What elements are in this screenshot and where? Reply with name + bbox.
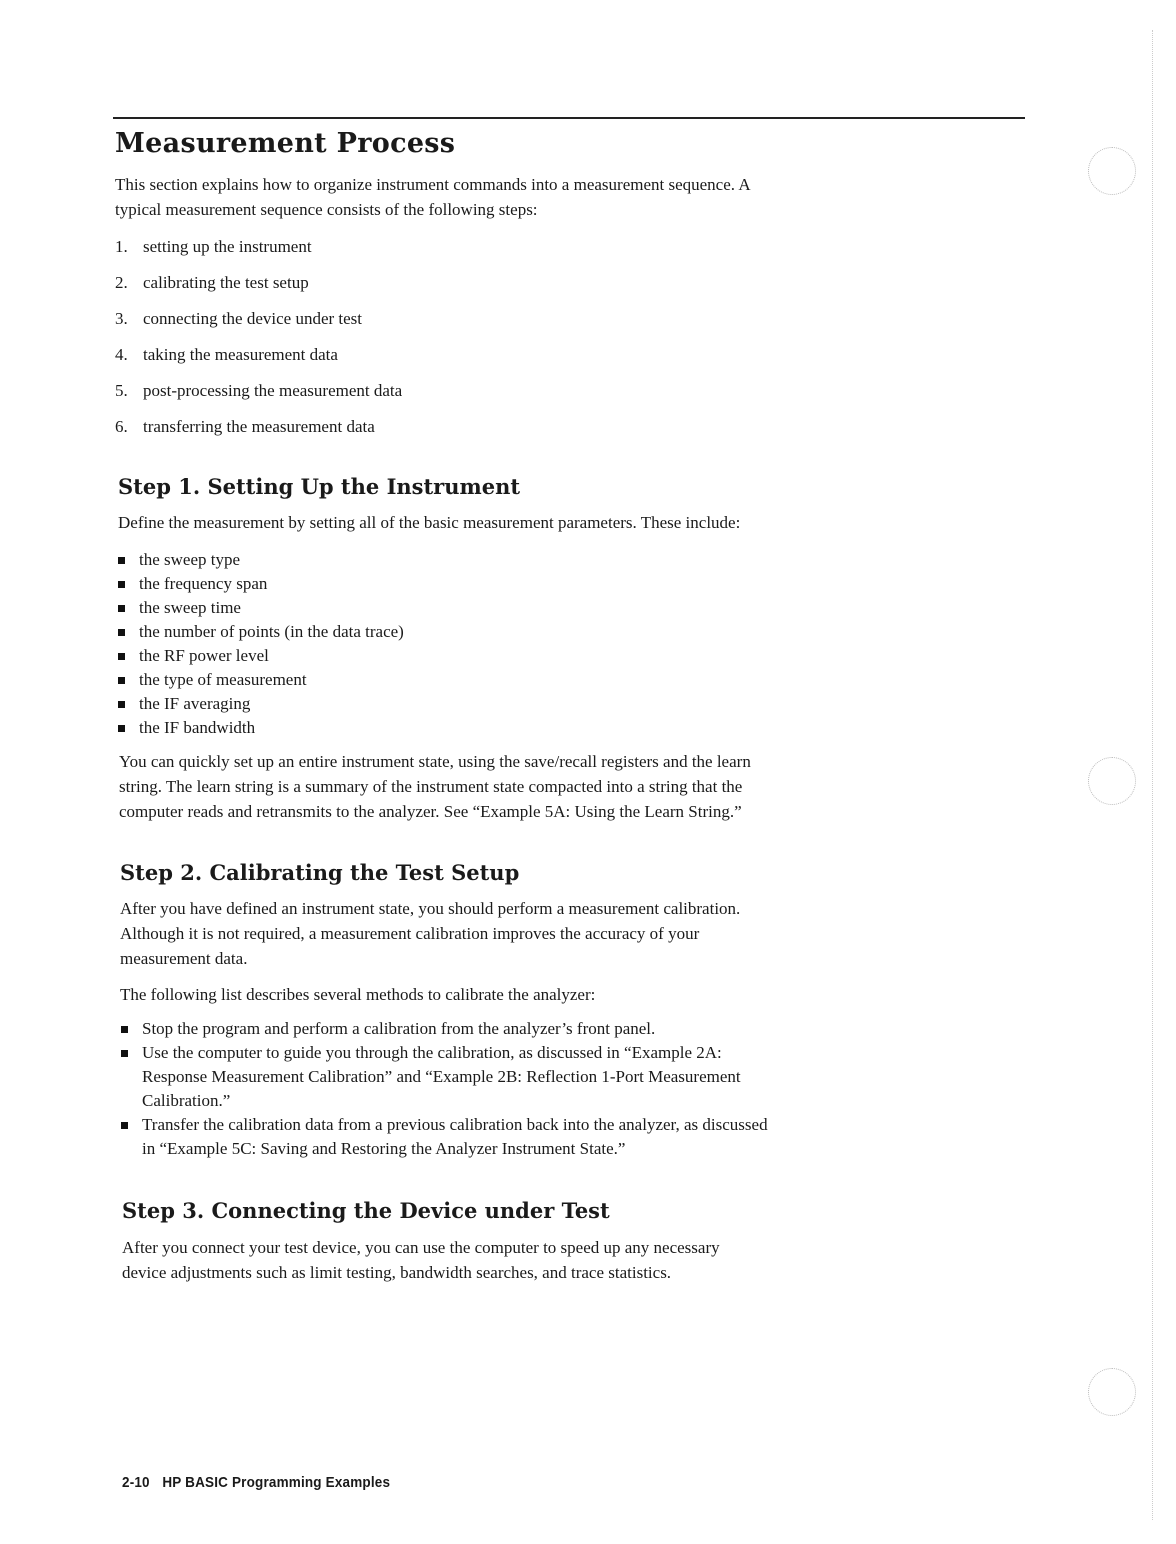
step3-heading: Step 3. Connecting the Device under Test [122, 1198, 610, 1223]
bullet-icon [118, 605, 125, 612]
step2-list-intro: The following list describes several methods to calibrate the analyzer: [120, 985, 596, 1004]
step1-outro: You can quickly set up an entire instrument state, using the save/recall registers and the learn string. The learn string is a summary of the instrument state compacted into a string that the computer reads and retransmits to the analyzer. See “Example 5A: Using the Learn String.” [119, 752, 751, 821]
step1-heading: Step 1. Setting Up the Instrument [118, 474, 521, 499]
bullet-icon [118, 701, 125, 708]
bullet-icon [118, 557, 125, 564]
step2-heading: Step 2. Calibrating the Test Setup [120, 860, 520, 885]
step2-intro: After you have defined an instrument state, you should perform a measurement calibration. Although it is not required, a measurement calibration improves the accuracy of your measurement data. [120, 899, 741, 968]
list-item: 6. transferring the measurement data [115, 417, 375, 436]
list-item: 4. taking the measurement data [115, 345, 338, 364]
list-item: Use the computer to guide you through the calibration, as discussed in “Example 2A: Response Measurement Calibration” and “Example 2B: Reflection 1-Port Measurement Calibration.” [120, 1041, 768, 1113]
binder-hole-mark [1088, 757, 1136, 805]
measurement-steps-list [115, 234, 402, 450]
list-item: 3. connecting the device under test [115, 309, 363, 328]
list-item: the sweep time [117, 596, 404, 620]
step1-parameter-list [117, 548, 404, 740]
list-item: Stop the program and perform a calibration from the analyzer’s front panel. [120, 1017, 768, 1041]
step3-body: After you connect your test device, you can use the computer to speed up any necessary device adjustments such as limit testing, bandwidth searches, and trace statistics. [122, 1238, 720, 1282]
intro-line: This section explains how to organize instrument commands into a measurement sequence. A [115, 175, 751, 194]
bullet-icon [118, 677, 125, 684]
list-item: 5. post-processing the measurement data [115, 381, 403, 400]
step1-intro: Define the measurement by setting all of the basic measurement parameters. These include: [118, 513, 741, 532]
page-footer [122, 1474, 390, 1491]
page-number: 2-10 [122, 1474, 150, 1491]
page-edge-mark [1152, 30, 1154, 1520]
list-item: 2. calibrating the test setup [115, 273, 309, 292]
top-rule [113, 117, 1025, 119]
list-item: the IF bandwidth [117, 716, 404, 740]
list-item: the number of points (in the data trace) [117, 620, 404, 644]
list-item: the RF power level [117, 644, 404, 668]
book-title: HP BASIC Programming Examples [162, 1474, 391, 1491]
intro-line: typical measurement sequence consists of the following steps: [115, 200, 538, 219]
step2-calibration-methods-list [120, 1017, 768, 1161]
list-item: the IF averaging [117, 692, 404, 716]
list-item: the type of measurement [117, 668, 404, 692]
bullet-icon [118, 653, 125, 660]
list-item: Transfer the calibration data from a previous calibration back into the analyzer, as discussed in “Example 5C: Saving and Restoring the Analyzer Instrument State.” [120, 1113, 768, 1161]
list-item: the frequency span [117, 572, 404, 596]
bullet-icon [118, 725, 125, 732]
list-item: 1. setting up the instrument [115, 237, 312, 256]
bullet-icon [121, 1122, 128, 1129]
bullet-icon [121, 1050, 128, 1057]
binder-hole-mark [1088, 1368, 1136, 1416]
section-intro [115, 172, 751, 222]
bullet-icon [118, 581, 125, 588]
binder-hole-mark [1088, 147, 1136, 195]
bullet-icon [121, 1026, 128, 1033]
section-title: Measurement Process [115, 128, 456, 159]
list-item: the sweep type [117, 548, 404, 572]
bullet-icon [118, 629, 125, 636]
